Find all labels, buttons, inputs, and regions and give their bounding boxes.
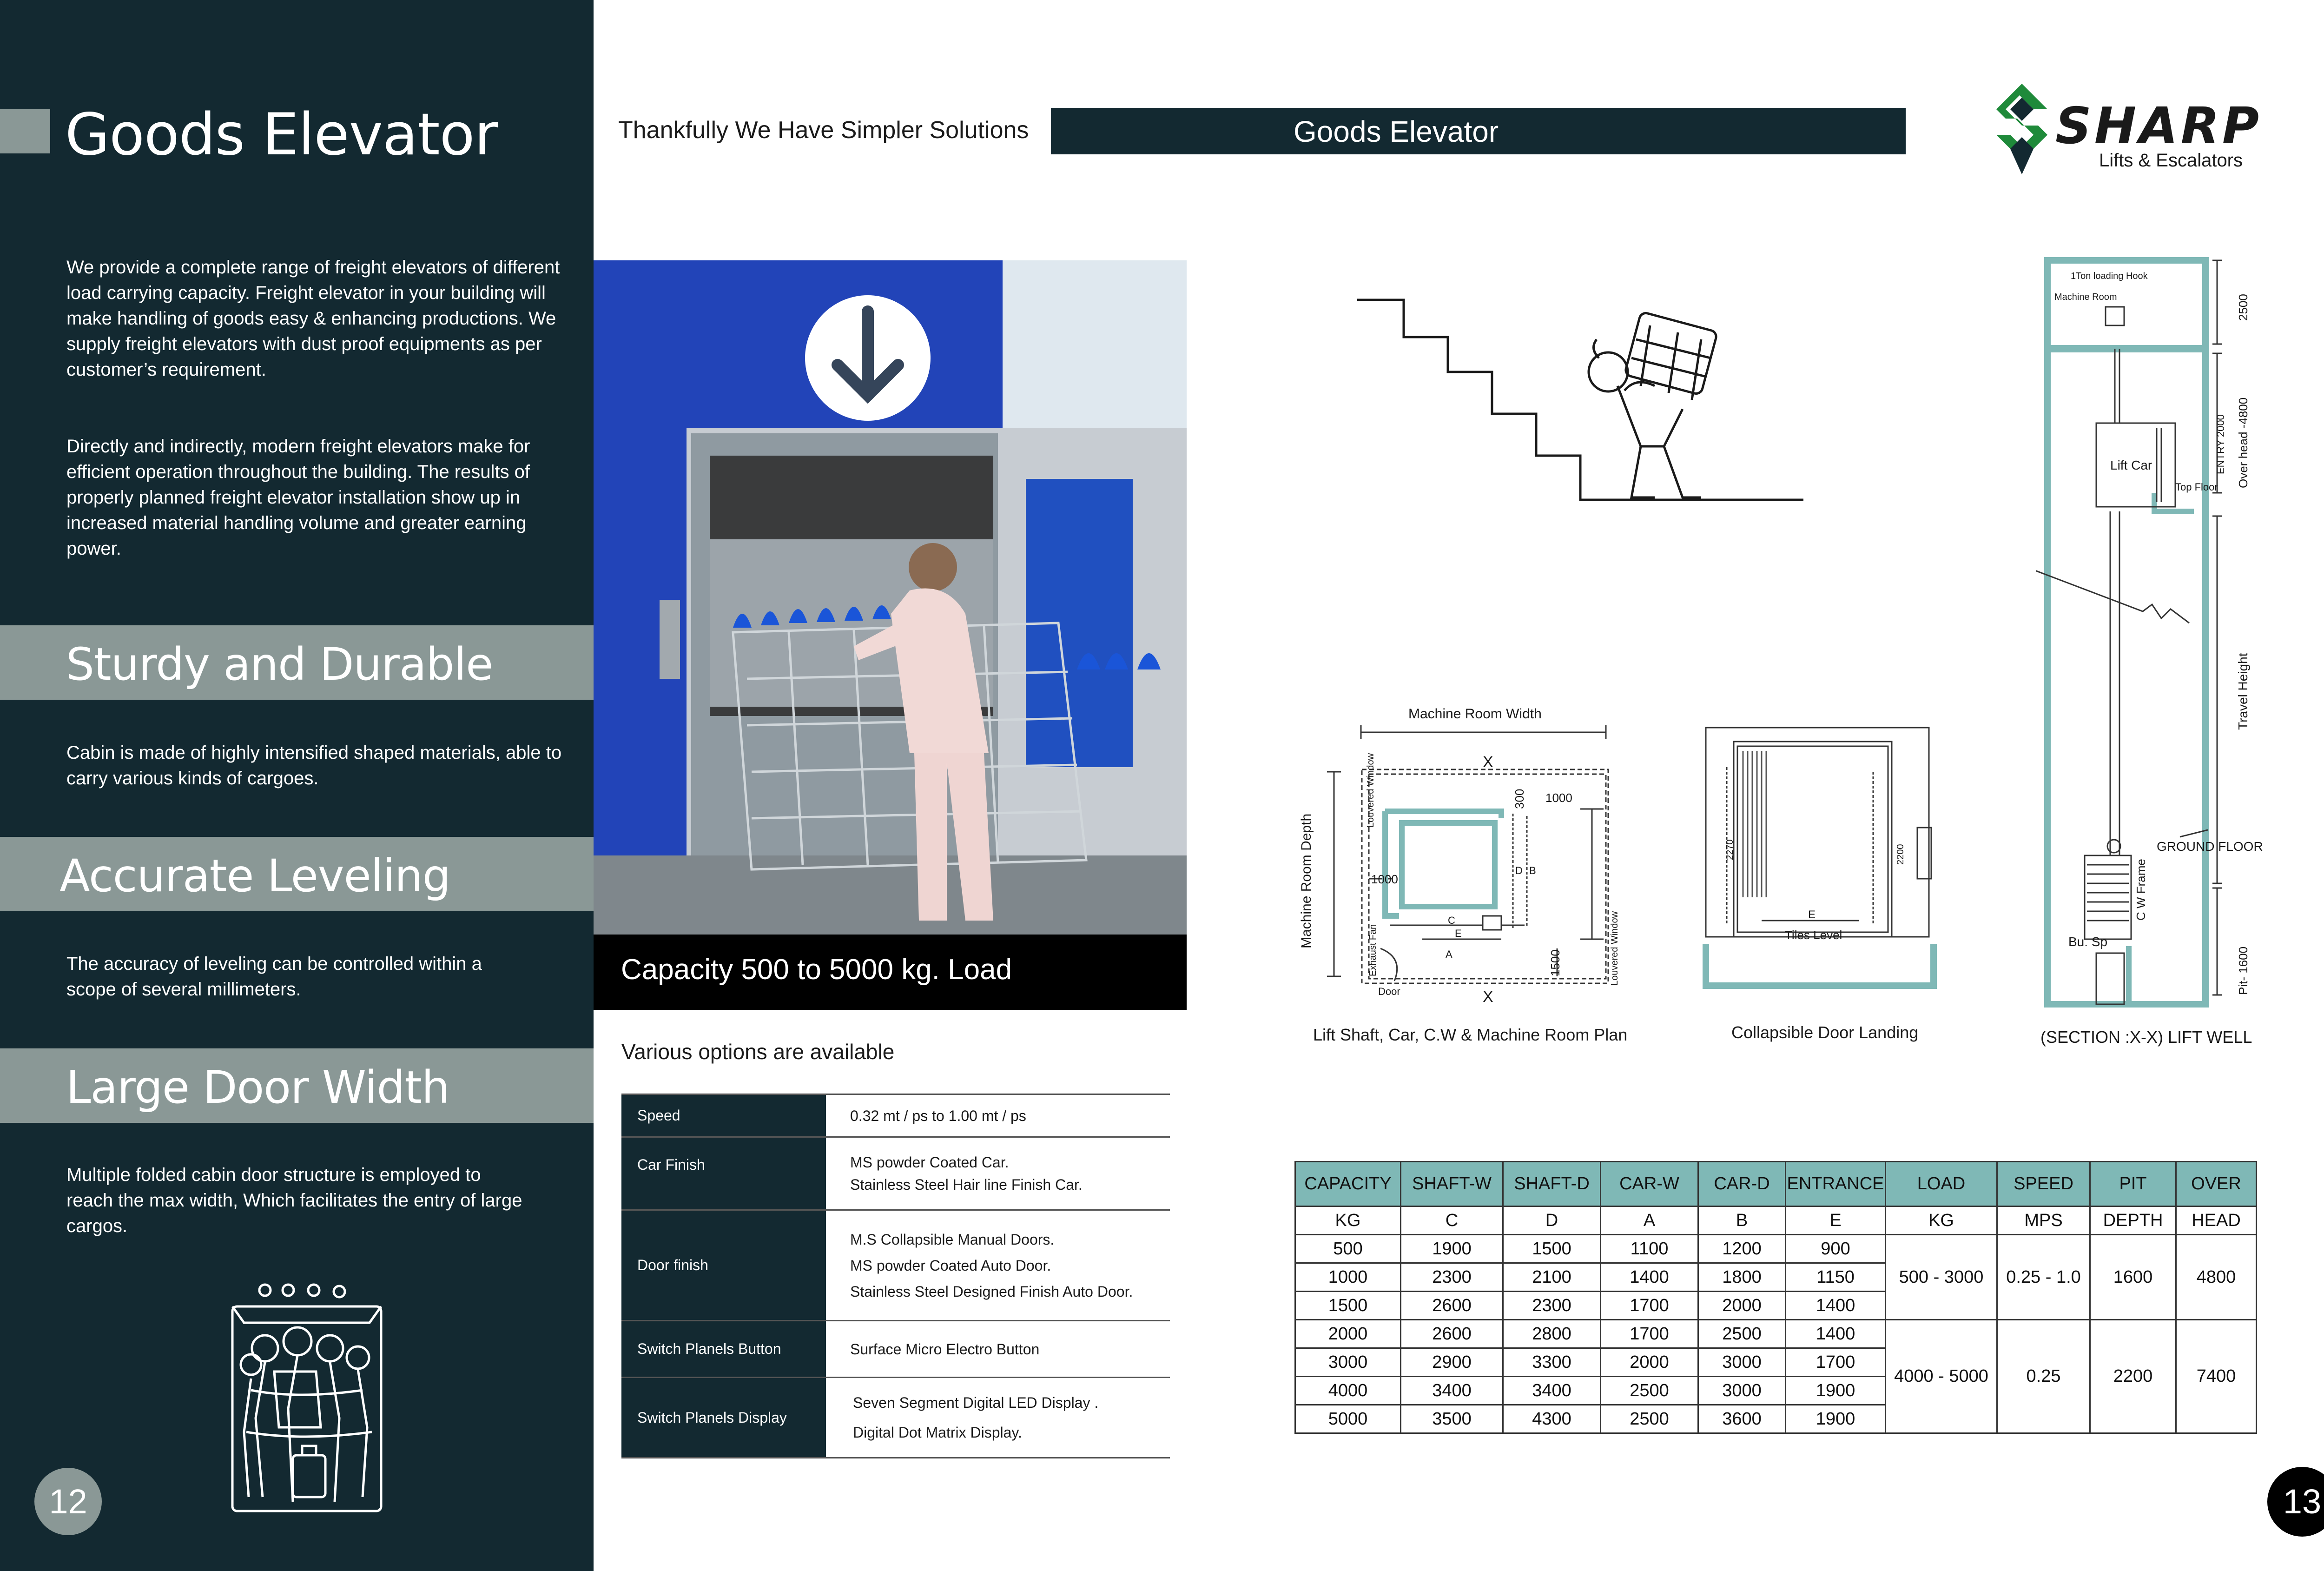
table-cell-load: 500 - 3000	[1886, 1235, 1997, 1320]
landing-label-2270: 2270	[1725, 839, 1735, 860]
well-label-lift-car: Lift Car	[2110, 458, 2152, 472]
table-cell: 2500	[1601, 1405, 1698, 1433]
table-cell: 1700	[1601, 1292, 1698, 1320]
table-cell: 500	[1295, 1235, 1401, 1263]
table-cell: A	[1601, 1206, 1698, 1235]
table-cell: 2000	[1295, 1320, 1401, 1348]
table-cell: DEPTH	[2090, 1206, 2176, 1235]
table-cell: 2100	[1503, 1263, 1601, 1292]
plan-caption: Lift Shaft, Car, C.W & Machine Room Plan	[1313, 1025, 1628, 1044]
plan-label-300: 300	[1512, 789, 1526, 809]
lift-well-section-diagram	[2036, 251, 2278, 1051]
table-cell: 1000	[1295, 1263, 1401, 1292]
plan-label-width: Machine Room Width	[1408, 706, 1542, 722]
options-table	[621, 1094, 1170, 1458]
landing-label-2200: 2200	[1895, 844, 1906, 865]
page-number-right: 13	[2267, 1467, 2324, 1537]
column-header: PIT	[2090, 1162, 2176, 1206]
section-text-leveling: The accuracy of leveling can be controlled within a scope of several millimeters.	[66, 954, 482, 1000]
column-header: CAR-W	[1601, 1162, 1698, 1206]
table-cell: MPS	[1997, 1206, 2090, 1235]
table-cell: 1900	[1786, 1377, 1886, 1405]
table-cell: 3300	[1503, 1348, 1601, 1377]
table-cell: 2600	[1401, 1320, 1503, 1348]
table-cell: D	[1503, 1206, 1601, 1235]
landing-label-e: E	[1808, 908, 1816, 921]
table-units-row	[1295, 1206, 2257, 1235]
table-header-row	[1295, 1162, 2257, 1206]
photo-caption	[594, 935, 1187, 1010]
section-text-door: Multiple folded cabin door structure is employed to reach the max width, Which facilitates the entry of large cargos.	[66, 1165, 522, 1236]
table-row	[621, 1138, 1170, 1211]
column-header: ENTRANCE	[1786, 1162, 1886, 1206]
option-value-line: Stainless Steel Hair line Finish Car.	[850, 1176, 1083, 1193]
plan-label-c: C	[1448, 915, 1455, 926]
tagline: Thankfully We Have Simpler Solutions	[618, 117, 1029, 144]
option-value	[826, 1138, 1170, 1209]
table-cell: KG	[1886, 1206, 1997, 1235]
table-cell-pit: 1600	[2090, 1235, 2176, 1320]
section-band-leveling	[0, 837, 594, 911]
plan-label-d: D	[1515, 865, 1523, 876]
machine-room-plan-diagram	[1283, 697, 1645, 1023]
table-cell-overhead: 4800	[2176, 1235, 2257, 1320]
option-value-line: Digital Dot Matrix Display.	[853, 1424, 1022, 1441]
photo-caption-text: Capacity 500 to 5000 kg. Load	[621, 954, 1012, 986]
table-cell: 1400	[1601, 1263, 1698, 1292]
well-label-bu-sp: Bu. Sp	[2068, 935, 2108, 949]
well-label-entry: ENTRY 2000	[2215, 414, 2226, 474]
intro-paragraph-1: We provide a complete range of freight elevators of different load carrying capacity. Freight elevator in your building will make handling of goods easy & enhancing productions. We supply freight elevators with dust proof equipments as per customer’s requirement.	[66, 257, 560, 380]
table-cell: 2500	[1601, 1377, 1698, 1405]
table-cell: 1900	[1401, 1235, 1503, 1263]
plan-label-1000-top: 1000	[1545, 791, 1572, 805]
table-cell: 2000	[1698, 1292, 1786, 1320]
table-cell: 1200	[1698, 1235, 1786, 1263]
table-cell: 4000	[1295, 1377, 1401, 1405]
table-row	[621, 1211, 1170, 1321]
table-cell: 3500	[1401, 1405, 1503, 1433]
option-value-line: Surface Micro Electro Button	[850, 1340, 1040, 1358]
landing-caption: Collapsible Door Landing	[1731, 1023, 1919, 1042]
column-header: SHAFT-D	[1503, 1162, 1601, 1206]
option-value	[826, 1321, 1170, 1377]
column-header: SPEED	[1997, 1162, 2090, 1206]
table-cell: 1700	[1601, 1320, 1698, 1348]
plan-label-louvered-top: Louvered Window	[1366, 753, 1376, 828]
plan-label-louvered-right: Louvered Window	[1610, 911, 1620, 986]
well-label-overhead: Over head -4800	[2236, 397, 2250, 488]
well-label-machine-room: Machine Room	[2054, 292, 2117, 302]
table-cell: 2300	[1401, 1263, 1503, 1292]
table-cell: 2300	[1503, 1292, 1601, 1320]
table-cell: 3000	[1295, 1348, 1401, 1377]
table-cell: 1700	[1786, 1348, 1886, 1377]
option-value	[826, 1211, 1170, 1320]
table-cell: 1150	[1786, 1263, 1886, 1292]
column-header: OVER	[2176, 1162, 2257, 1206]
logo-brand: SHARP	[2055, 97, 2262, 155]
section-band-door	[0, 1048, 594, 1123]
column-header: CAR-D	[1698, 1162, 1786, 1206]
section-heading: Sturdy and Durable	[66, 638, 493, 690]
well-label-2500: 2500	[2236, 294, 2250, 321]
table-cell-speed: 0.25	[1997, 1320, 2090, 1433]
sharp-logo	[1994, 81, 2296, 179]
table-cell: 1400	[1786, 1292, 1886, 1320]
well-label-hook: 1Ton loading Hook	[2071, 271, 2148, 281]
option-value-line: MS powder Coated Auto Door.	[850, 1257, 1051, 1274]
section-heading: Accurate Leveling	[59, 850, 450, 902]
table-cell-load: 4000 - 5000	[1886, 1320, 1997, 1433]
well-caption: (SECTION :X-X) LIFT WELL	[2040, 1027, 2252, 1047]
table-cell-speed: 0.25 - 1.0	[1997, 1235, 2090, 1320]
plan-label-1500: 1500	[1548, 949, 1562, 976]
page-number-left: 12	[34, 1468, 102, 1535]
table-cell-pit: 2200	[2090, 1320, 2176, 1433]
table-cell: 2000	[1601, 1348, 1698, 1377]
logo-subtitle: Lifts & Escalators	[2099, 150, 2243, 171]
landing-label-tiles: Tiles Level	[1785, 928, 1842, 942]
collapsible-door-landing-diagram	[1692, 721, 1943, 1018]
table-row	[621, 1321, 1170, 1378]
well-label-ground-floor: GROUND FLOOR	[2157, 839, 2263, 854]
plan-label-1000-left: 1000	[1371, 872, 1398, 886]
table-cell: 900	[1786, 1235, 1886, 1263]
title-marker	[0, 109, 50, 153]
stairs-porter-illustration	[1357, 293, 1803, 511]
table-cell: 1500	[1295, 1292, 1401, 1320]
crowded-lift-illustration	[223, 1279, 390, 1520]
goods-elevator-photo	[594, 260, 1187, 935]
capacity-table	[1294, 1161, 2257, 1434]
table-cell: 1500	[1503, 1235, 1601, 1263]
column-header: LOAD	[1886, 1162, 1997, 1206]
plan-label-e: E	[1455, 928, 1462, 939]
table-cell: 3600	[1698, 1405, 1786, 1433]
option-value-line: Stainless Steel Designed Finish Auto Door.	[850, 1283, 1133, 1300]
table-cell: 3400	[1503, 1377, 1601, 1405]
well-label-travel-height: Travel Height	[2236, 653, 2250, 730]
plan-label-x-top: X	[1483, 753, 1493, 771]
title-bar	[1051, 108, 1906, 154]
option-value	[826, 1378, 1170, 1457]
table-cell: 3000	[1698, 1377, 1786, 1405]
table-cell: HEAD	[2176, 1206, 2257, 1235]
photo-illustration	[594, 260, 1187, 935]
column-header: CAPACITY	[1295, 1162, 1401, 1206]
table-cell: 1100	[1601, 1235, 1698, 1263]
title-bar-text: Goods Elevator	[1294, 115, 1499, 148]
table-row	[1295, 1320, 2257, 1348]
table-row	[1295, 1235, 2257, 1263]
well-label-cw-frame: C W Frame	[2134, 859, 2148, 921]
table-row	[621, 1094, 1170, 1138]
table-row	[621, 1378, 1170, 1458]
well-label-top-floor: Top Floor	[2175, 481, 2218, 493]
table-cell: 5000	[1295, 1405, 1401, 1433]
table-cell: 3000	[1698, 1348, 1786, 1377]
plan-label-depth: Machine Room Depth	[1299, 813, 1314, 948]
option-value-line: 0.32 mt / ps to 1.00 mt / ps	[850, 1107, 1026, 1124]
table-cell: 1400	[1786, 1320, 1886, 1348]
table-cell: 4300	[1503, 1405, 1601, 1433]
table-cell: 2800	[1503, 1320, 1601, 1348]
plan-label-door: Door	[1378, 986, 1400, 997]
option-value-line: M.S Collapsible Manual Doors.	[850, 1231, 1055, 1248]
table-cell: 2600	[1401, 1292, 1503, 1320]
table-cell: 1800	[1698, 1263, 1786, 1292]
section-text-sturdy: Cabin is made of highly intensified shaped materials, able to carry various kinds of cargoes.	[66, 742, 562, 789]
intro-paragraph-2: Directly and indirectly, modern freight elevators make for efficient operation throughout the building. The results of properly planned freight elevator installation show up in increased material handling volume and greater earning power.	[66, 436, 530, 559]
section-band-sturdy	[0, 625, 594, 700]
table-cell: B	[1698, 1206, 1786, 1235]
table-cell: C	[1401, 1206, 1503, 1235]
sharp-logo-mark-icon	[1994, 81, 2054, 179]
table-cell: 1900	[1786, 1405, 1886, 1433]
left-page	[0, 0, 594, 1571]
option-key: Speed	[621, 1095, 826, 1136]
table-cell: 3400	[1401, 1377, 1503, 1405]
table-cell: E	[1786, 1206, 1886, 1235]
option-value-line: Seven Segment Digital LED Display .	[853, 1394, 1099, 1411]
table-cell: 2500	[1698, 1320, 1786, 1348]
plan-label-b: B	[1529, 865, 1536, 876]
option-key: Door finish	[621, 1211, 826, 1320]
column-header: SHAFT-W	[1401, 1162, 1503, 1206]
section-heading: Large Door Width	[66, 1061, 449, 1114]
page-title: Goods Elevator	[65, 101, 498, 168]
option-value	[826, 1095, 1170, 1136]
plan-label-a: A	[1446, 948, 1452, 960]
plan-label-exhaust: Exhaust Fan	[1368, 924, 1378, 976]
table-cell: 2900	[1401, 1348, 1503, 1377]
option-key: Switch Planels Button	[621, 1321, 826, 1377]
options-title: Various options are available	[621, 1040, 895, 1064]
plan-label-x-bottom: X	[1483, 988, 1493, 1006]
option-value-line: MS powder Coated Car.	[850, 1154, 1009, 1171]
table-cell-overhead: 7400	[2176, 1320, 2257, 1433]
option-key: Switch Planels Display	[621, 1378, 826, 1457]
well-label-pit: Pit- 1600	[2236, 946, 2250, 995]
option-key: Car Finish	[621, 1138, 826, 1209]
table-cell: KG	[1295, 1206, 1401, 1235]
